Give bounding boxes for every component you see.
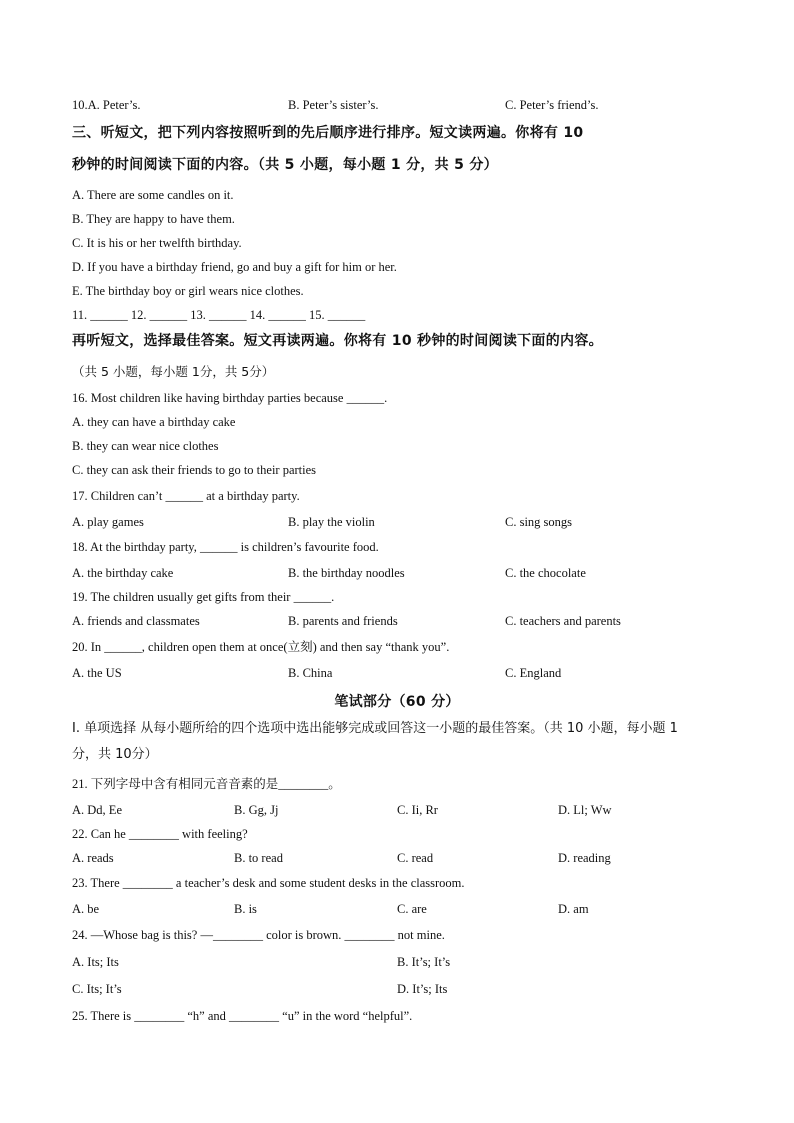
sort-item-d: D. If you have a birthday friend, go and buy a gift for him or her. — [72, 260, 397, 274]
q20-option-c: C. England — [505, 666, 562, 680]
q22-option-d: D. reading — [558, 851, 611, 865]
q20-option-a: A. the US — [72, 666, 122, 680]
q24-option-c: C. Its; It’s — [72, 982, 122, 996]
q21-option-c: C. Ii, Rr — [397, 803, 438, 817]
q18-stem: 18. At the birthday party, ______ is children’s favourite food. — [72, 540, 379, 554]
q22-option-a: A. reads — [72, 851, 114, 865]
q24-stem: 24. —Whose bag is this? —________ color is brown. ________ not mine. — [72, 928, 445, 942]
q24-option-d: D. It’s; Its — [397, 982, 448, 996]
q24-option-b: B. It’s; It’s — [397, 955, 451, 969]
q10-option-a: 10.A. Peter’s. — [72, 98, 141, 112]
q16-option-b: B. they can wear nice clothes — [72, 439, 219, 453]
q23-option-b: B. is — [234, 902, 257, 916]
written-section-title: 笔试部分（60 分） — [334, 694, 460, 710]
section3-heading-line1: 三、听短文，把下列内容按照听到的先后顺序进行排序。短文读两遍。你将有 10 — [72, 125, 584, 141]
q23-stem: 23. There ________ a teacher’s desk and some student desks in the classroom. — [72, 876, 465, 890]
sectionI-heading-line2: 分，共 10分） — [72, 747, 158, 762]
q23-option-a: A. be — [72, 902, 100, 916]
q21-option-d: D. Ll; Ww — [558, 803, 612, 817]
q22-stem: 22. Can he ________ with feeling? — [72, 827, 248, 841]
section3b-heading-line1: 再听短文，选择最佳答案。短文再读两遍。你将有 10 秒钟的时间阅读下面的内容。 — [72, 333, 603, 349]
q21-option-a: A. Dd, Ee — [72, 803, 122, 817]
q18-option-c: C. the chocolate — [505, 566, 586, 580]
q16-option-c: C. they can ask their friends to go to their parties — [72, 463, 317, 477]
q22-option-b: B. to read — [234, 851, 283, 865]
q18-option-b: B. the birthday noodles — [288, 566, 405, 580]
q20-option-b: B. China — [288, 666, 333, 680]
sectionI-heading-line1: I. 单项选择 从每小题所给的四个选项中选出能够完成或回答这一小题的最佳答案。（共 10 小题，每小题 1 — [72, 721, 678, 736]
q18-option-a: A. the birthday cake — [72, 566, 174, 580]
q19-option-a: A. friends and classmates — [72, 614, 200, 628]
q19-stem: 19. The children usually get gifts from their ______. — [72, 590, 335, 604]
sort-answer-blanks: 11. ______ 12. ______ 13. ______ 14. ______ 15. ______ — [72, 308, 366, 322]
sort-item-c: C. It is his or her twelfth birthday. — [72, 236, 242, 250]
q23-option-c: C. are — [397, 902, 427, 916]
sort-item-a: A. There are some candles on it. — [72, 188, 234, 202]
q19-option-b: B. parents and friends — [288, 614, 398, 628]
q10-option-b: B. Peter’s sister’s. — [288, 98, 379, 112]
q23-option-d: D. am — [558, 902, 589, 916]
q24-option-a: A. Its; Its — [72, 955, 119, 969]
q20-stem: 20. In ______, children open them at once(立刻) and then say “thank you”. — [72, 640, 450, 654]
q17-option-a: A. play games — [72, 515, 144, 529]
sort-item-e: E. The birthday boy or girl wears nice clothes. — [72, 284, 304, 298]
sort-item-b: B. They are happy to have them. — [72, 212, 235, 226]
q17-option-c: C. sing songs — [505, 515, 573, 529]
q10-option-c: C. Peter’s friend’s. — [505, 98, 599, 112]
q17-option-b: B. play the violin — [288, 515, 375, 529]
q25-stem: 25. There is ________ “h” and ________ “u” in the word “helpful”. — [72, 1009, 413, 1023]
q19-option-c: C. teachers and parents — [505, 614, 621, 628]
section3b-heading-line2: （共 5 小题，每小题 1分，共 5分） — [72, 364, 275, 379]
q21-stem: 21. 下列字母中含有相同元音音素的是________。 — [72, 777, 341, 791]
q16-option-a: A. they can have a birthday cake — [72, 415, 236, 429]
section3-heading-line2: 秒钟的时间阅读下面的内容。（共 5 小题，每小题 1 分，共 5 分） — [72, 157, 498, 173]
q22-option-c: C. read — [397, 851, 434, 865]
q16-stem: 16. Most children like having birthday parties because ______. — [72, 391, 388, 405]
q17-stem: 17. Children can’t ______ at a birthday party. — [72, 489, 300, 503]
q21-option-b: B. Gg, Jj — [234, 803, 279, 817]
